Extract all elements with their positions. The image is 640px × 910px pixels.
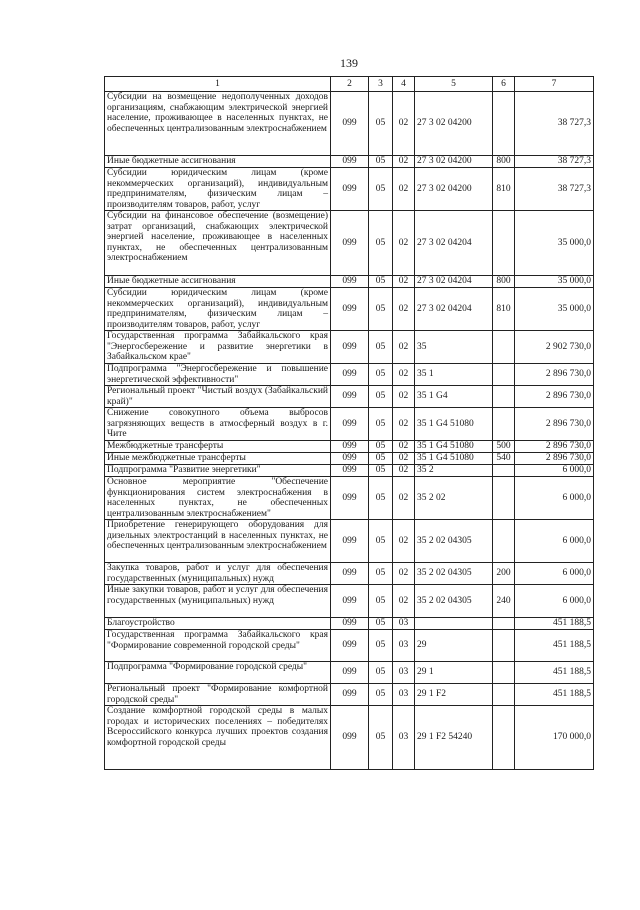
column-header: 3 (369, 77, 393, 92)
table-row (105, 92, 594, 156)
target-article-cell: 27 3 02 04200 (415, 156, 493, 168)
item-description: Иные межбюджетные трансферты (105, 453, 331, 465)
section-cell: 05 (369, 156, 393, 168)
column-header: 4 (393, 77, 415, 92)
item-description: Основное мероприятие "Обеспечение функционирования систем электроснабжения в населенных пунктах, не обеспеченных централизованным электроснабжением" (105, 477, 331, 520)
amount-cell: 35 000,0 (515, 288, 594, 331)
table-row (105, 477, 594, 520)
table-row (105, 453, 594, 465)
subsection-cell: 02 (393, 331, 415, 364)
subsection-cell: 02 (393, 585, 415, 618)
target-article-cell: 35 1 (415, 364, 493, 386)
table-header-row (105, 77, 594, 92)
section-cell: 05 (369, 585, 393, 618)
expense-type-cell: 540 (493, 453, 515, 465)
amount-cell: 2 896 730,0 (515, 386, 594, 408)
expense-type-cell: 800 (493, 276, 515, 288)
section-cell: 05 (369, 630, 393, 662)
section-cell: 05 (369, 684, 393, 706)
admin-code-cell: 099 (331, 520, 369, 563)
expense-type-cell (493, 386, 515, 408)
item-description: Государственная программа Забайкальского края "Энергосбережение и развитие энергетики в Забайкальском крае" (105, 331, 331, 364)
expense-type-cell (493, 408, 515, 441)
target-article-cell: 35 2 02 04305 (415, 585, 493, 618)
expense-type-cell: 810 (493, 288, 515, 331)
admin-code-cell: 099 (331, 441, 369, 453)
subsection-cell: 02 (393, 364, 415, 386)
item-description: Региональный проект "Чистый воздух (Забайкальский край)" (105, 386, 331, 408)
subsection-cell: 02 (393, 441, 415, 453)
item-description: Благоустройство (105, 618, 331, 630)
target-article-cell: 29 1 F2 54240 (415, 706, 493, 770)
item-description: Подпрограмма "Развитие энергетики" (105, 465, 331, 477)
admin-code-cell: 099 (331, 168, 369, 211)
table-row (105, 706, 594, 770)
subsection-cell: 03 (393, 706, 415, 770)
amount-cell: 451 188,5 (515, 684, 594, 706)
amount-cell: 6 000,0 (515, 520, 594, 563)
table-row (105, 386, 594, 408)
amount-cell: 2 896 730,0 (515, 408, 594, 441)
item-description: Снижение совокупного объема выбросов загрязняющих веществ в атмосферный воздух в г. Чите (105, 408, 331, 441)
section-cell: 05 (369, 618, 393, 630)
amount-cell: 2 902 730,0 (515, 331, 594, 364)
admin-code-cell: 099 (331, 563, 369, 585)
table-row (105, 618, 594, 630)
amount-cell: 451 188,5 (515, 630, 594, 662)
table-row (105, 520, 594, 563)
target-article-cell: 35 (415, 331, 493, 364)
amount-cell: 2 896 730,0 (515, 441, 594, 453)
expense-type-cell (493, 331, 515, 364)
item-description: Иные бюджетные ассигнования (105, 156, 331, 168)
section-cell: 05 (369, 441, 393, 453)
target-article-cell: 35 2 02 04305 (415, 520, 493, 563)
expense-type-cell: 500 (493, 441, 515, 453)
table-row (105, 331, 594, 364)
section-cell: 05 (369, 477, 393, 520)
amount-cell: 451 188,5 (515, 618, 594, 630)
target-article-cell: 35 2 02 (415, 477, 493, 520)
table-row (105, 441, 594, 453)
table-row (105, 156, 594, 168)
admin-code-cell: 099 (331, 453, 369, 465)
expense-type-cell: 800 (493, 156, 515, 168)
amount-cell: 2 896 730,0 (515, 364, 594, 386)
admin-code-cell: 099 (331, 211, 369, 276)
section-cell: 05 (369, 168, 393, 211)
target-article-cell (415, 618, 493, 630)
column-header: 7 (515, 77, 594, 92)
target-article-cell: 35 1 G4 (415, 386, 493, 408)
target-article-cell: 27 3 02 04204 (415, 276, 493, 288)
expense-type-cell (493, 92, 515, 156)
subsection-cell: 02 (393, 276, 415, 288)
subsection-cell: 02 (393, 168, 415, 211)
admin-code-cell: 099 (331, 465, 369, 477)
table-row (105, 465, 594, 477)
expense-type-cell (493, 684, 515, 706)
table-row (105, 168, 594, 211)
item-description: Приобретение генерирующего оборудования для дизельных электростанций в населенных пунктах, не обеспеченных централизованным электроснабжением (105, 520, 331, 563)
subsection-cell: 02 (393, 520, 415, 563)
admin-code-cell: 099 (331, 331, 369, 364)
expense-type-cell (493, 706, 515, 770)
section-cell: 05 (369, 92, 393, 156)
item-description: Создание комфортной городской среды в малых городах и исторических поселениях – победителях Всероссийского конкурса лучших проектов создания комфортной городской среды (105, 706, 331, 770)
admin-code-cell: 099 (331, 408, 369, 441)
expense-type-cell: 810 (493, 168, 515, 211)
admin-code-cell: 099 (331, 386, 369, 408)
admin-code-cell: 099 (331, 477, 369, 520)
section-cell: 05 (369, 364, 393, 386)
subsection-cell: 03 (393, 662, 415, 684)
item-description: Региональный проект "Формирование комфортной городской среды" (105, 684, 331, 706)
amount-cell: 6 000,0 (515, 477, 594, 520)
subsection-cell: 02 (393, 453, 415, 465)
admin-code-cell: 099 (331, 288, 369, 331)
target-article-cell: 27 3 02 04200 (415, 168, 493, 211)
section-cell: 05 (369, 465, 393, 477)
admin-code-cell: 099 (331, 662, 369, 684)
subsection-cell: 02 (393, 408, 415, 441)
section-cell: 05 (369, 331, 393, 364)
target-article-cell: 35 2 (415, 465, 493, 477)
subsection-cell: 02 (393, 211, 415, 276)
subsection-cell: 03 (393, 684, 415, 706)
table-row (105, 211, 594, 276)
section-cell: 05 (369, 211, 393, 276)
table-row (105, 276, 594, 288)
expense-type-cell (493, 465, 515, 477)
target-article-cell: 35 1 G4 51080 (415, 441, 493, 453)
target-article-cell: 27 3 02 04200 (415, 92, 493, 156)
item-description: Субсидии юридическим лицам (кроме некоммерческих организаций), индивидуальным предпринимателям, физическим лицам – производителям товаров, работ, услуг (105, 168, 331, 211)
table-row (105, 408, 594, 441)
subsection-cell: 02 (393, 465, 415, 477)
section-cell: 05 (369, 563, 393, 585)
subsection-cell: 03 (393, 630, 415, 662)
subsection-cell: 03 (393, 618, 415, 630)
expense-type-cell (493, 662, 515, 684)
target-article-cell: 27 3 02 04204 (415, 288, 493, 331)
amount-cell: 6 000,0 (515, 585, 594, 618)
section-cell: 05 (369, 386, 393, 408)
page-number: 139 (340, 56, 358, 70)
section-cell: 05 (369, 453, 393, 465)
amount-cell: 6 000,0 (515, 563, 594, 585)
amount-cell: 38 727,3 (515, 92, 594, 156)
amount-cell: 38 727,3 (515, 168, 594, 211)
section-cell: 05 (369, 662, 393, 684)
admin-code-cell: 099 (331, 156, 369, 168)
item-description: Межбюджетные трансферты (105, 441, 331, 453)
admin-code-cell: 099 (331, 618, 369, 630)
target-article-cell: 35 2 02 04305 (415, 563, 493, 585)
column-header: 2 (331, 77, 369, 92)
column-header: 6 (493, 77, 515, 92)
target-article-cell: 29 (415, 630, 493, 662)
budget-table (104, 76, 594, 770)
expense-type-cell (493, 630, 515, 662)
amount-cell: 35 000,0 (515, 276, 594, 288)
item-description: Субсидии на возмещение недополученных доходов организациям, снабжающим электрической энергией население, проживающее в населенных пунктах, не обеспеченных централизованным электроснабжением (105, 92, 331, 156)
target-article-cell: 29 1 F2 (415, 684, 493, 706)
table-row (105, 563, 594, 585)
target-article-cell: 27 3 02 04204 (415, 211, 493, 276)
section-cell: 05 (369, 706, 393, 770)
amount-cell: 451 188,5 (515, 662, 594, 684)
target-article-cell: 35 1 G4 51080 (415, 453, 493, 465)
item-description: Подпрограмма "Энергосбережение и повышение энергетической эффективности" (105, 364, 331, 386)
expense-type-cell (493, 364, 515, 386)
target-article-cell: 35 1 G4 51080 (415, 408, 493, 441)
amount-cell: 35 000,0 (515, 211, 594, 276)
subsection-cell: 02 (393, 477, 415, 520)
expense-type-cell (493, 618, 515, 630)
section-cell: 05 (369, 408, 393, 441)
table-body (105, 77, 594, 770)
subsection-cell: 02 (393, 156, 415, 168)
column-header: 5 (415, 77, 493, 92)
table-row (105, 288, 594, 331)
section-cell: 05 (369, 276, 393, 288)
target-article-cell: 29 1 (415, 662, 493, 684)
expense-type-cell (493, 211, 515, 276)
item-description: Закупка товаров, работ и услуг для обеспечения государственных (муниципальных) нужд (105, 563, 331, 585)
item-description: Государственная программа Забайкальского края "Формирование современной городской среды" (105, 630, 331, 662)
table-row (105, 630, 594, 662)
admin-code-cell: 099 (331, 706, 369, 770)
table-row (105, 364, 594, 386)
admin-code-cell: 099 (331, 276, 369, 288)
subsection-cell: 02 (393, 563, 415, 585)
amount-cell: 6 000,0 (515, 465, 594, 477)
admin-code-cell: 099 (331, 364, 369, 386)
amount-cell: 2 896 730,0 (515, 453, 594, 465)
admin-code-cell: 099 (331, 630, 369, 662)
column-header: 1 (105, 77, 331, 92)
section-cell: 05 (369, 520, 393, 563)
admin-code-cell: 099 (331, 684, 369, 706)
expense-type-cell: 240 (493, 585, 515, 618)
item-description: Подпрограмма "Формирование городской среды" (105, 662, 331, 684)
subsection-cell: 02 (393, 386, 415, 408)
item-description: Субсидии на финансовое обеспечение (возмещение) затрат организаций, снабжающих электрической энергией население, проживающее в населенных пунктах, не обеспеченных централизованным электроснабжением (105, 211, 331, 276)
table-row (105, 585, 594, 618)
amount-cell: 38 727,3 (515, 156, 594, 168)
subsection-cell: 02 (393, 288, 415, 331)
expense-type-cell (493, 520, 515, 563)
admin-code-cell: 099 (331, 92, 369, 156)
item-description: Иные закупки товаров, работ и услуг для обеспечения государственных (муниципальных) нужд (105, 585, 331, 618)
admin-code-cell: 099 (331, 585, 369, 618)
expense-type-cell (493, 477, 515, 520)
section-cell: 05 (369, 288, 393, 331)
item-description: Субсидии юридическим лицам (кроме некоммерческих организаций), индивидуальным предпринимателям, физическим лицам – производителям товаров, работ, услуг (105, 288, 331, 331)
item-description: Иные бюджетные ассигнования (105, 276, 331, 288)
table-row (105, 662, 594, 684)
subsection-cell: 02 (393, 92, 415, 156)
expense-type-cell: 200 (493, 563, 515, 585)
amount-cell: 170 000,0 (515, 706, 594, 770)
table-row (105, 684, 594, 706)
